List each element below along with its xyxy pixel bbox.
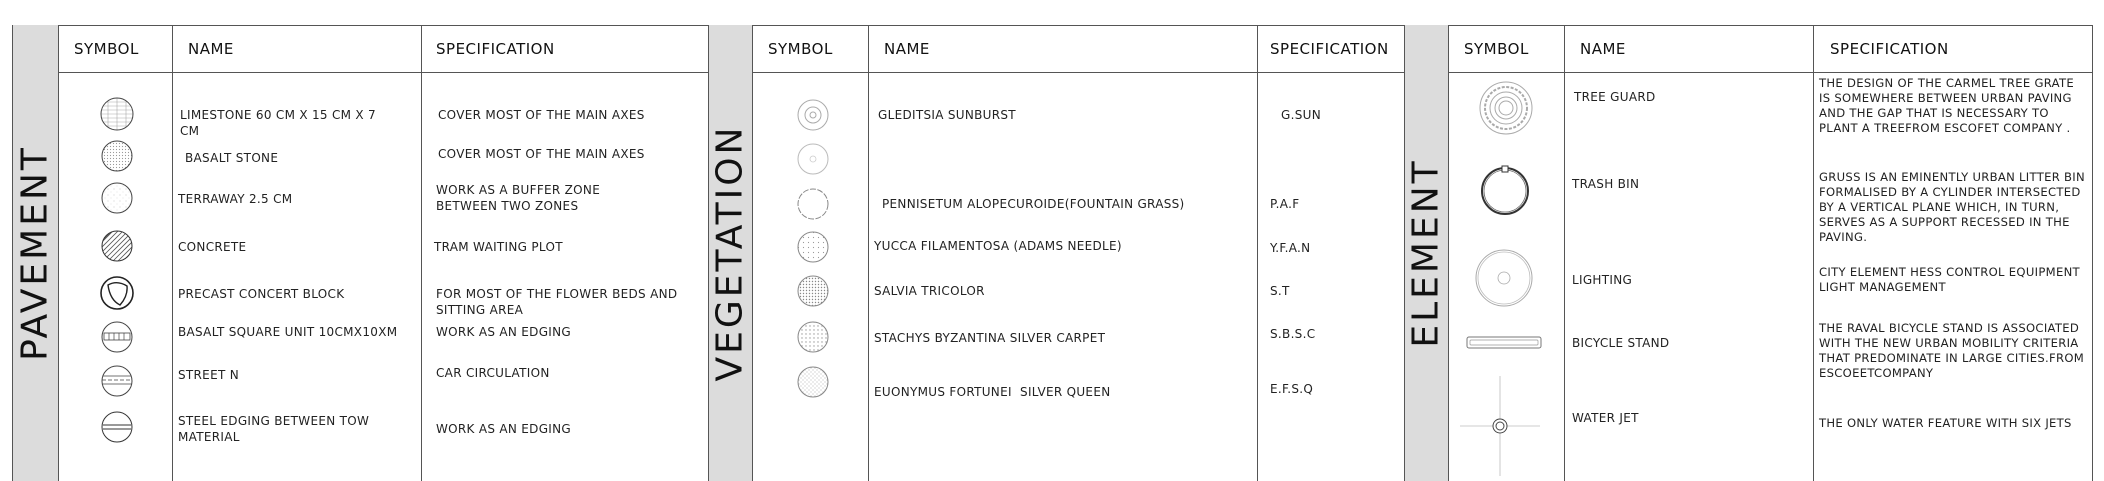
diagonal-hatch-circle-icon [100,229,134,263]
table-row-name: BASALT STONE [185,151,279,165]
table-row-name: TRASH BIN [1572,177,1640,191]
element-header-divider [1448,72,2092,73]
divider [421,25,422,481]
table-row-spec: TRAM WAITING PLOT [434,240,563,254]
divider [708,25,709,481]
hatched-circle-icon [99,96,135,132]
sparse-dot-circle-icon [796,230,830,264]
vegetation-header-divider [752,72,1404,73]
table-row-spec: G.SUN [1281,108,1321,122]
element-title: ELEMENT [1405,158,1447,348]
table-row-name: PRECAST CONCERT BLOCK [178,287,345,301]
vegetation-side-label [708,25,752,481]
vegetation-spec-header: SPECIFICATION [1270,40,1389,58]
table-row-name: YUCCA FILAMENTOSA (ADAMS NEEDLE) [874,239,1122,253]
divider [752,25,753,481]
table-row-spec: THE RAVAL BICYCLE STAND IS ASSOCIATED WITH THE NEW URBAN MOBILITY CRITERIA THAT PREDOMINATE IN LARGE CITIES.FROM ESCOEETCOMPANY [1819,321,2085,380]
table-row-name: STREET N [178,368,239,382]
pavement-header-divider [58,72,708,73]
dense-dot-circle-icon [796,274,830,308]
table-row-spec: S.T [1270,284,1290,298]
table-row-name: LIMESTONE 60 CM X 15 CM X 7 CM [180,108,376,138]
element-side-label [1404,25,1448,481]
table-row-name: TREE GUARD [1574,90,1656,104]
divider [1813,25,1814,481]
pavement-spec-header: SPECIFICATION [436,40,555,58]
table-row-spec: COVER MOST OF THE MAIN AXES [438,108,645,122]
trash-bin-icon [1478,164,1532,218]
divider [1404,25,1405,481]
divider [12,25,13,481]
element-spec-header: SPECIFICATION [1830,40,1949,58]
light-circle-icon [796,142,830,176]
table-row-spec: COVER MOST OF THE MAIN AXES [438,147,645,161]
table-row-name: EUONYMUS FORTUNEI SILVER QUEEN [874,385,1111,399]
water-jet-icon [1460,376,1540,476]
lines-circle-icon [100,364,134,398]
table-row-name: BICYCLE STAND [1572,336,1670,350]
table-row-spec: GRUSS IS AN EMINENTLY URBAN LITTER BIN FORMALISED BY A CYLINDER INTERSECTED BY A VERTICAL PLANE WHICH, IN TURN, SERVES AS A SUPPORT RECESSED IN THE PAVING. [1819,170,2086,244]
table-row-name: LIGHTING [1572,273,1633,287]
table-row-spec: Y.F.A.N [1270,241,1311,255]
table-row-name: WATER JET [1572,411,1639,425]
table-row-spec: THE DESIGN OF THE CARMEL TREE GRATE IS SOMEWHERE BETWEEN URBAN PAVING AND THE GAP THAT IS NECESSARY TO PLANT A TREEFROM ESCOFET COMPANY . [1819,76,2075,135]
table-row-spec: S.B.S.C [1270,327,1316,341]
pavement-side-label [12,25,58,481]
divider [1564,25,1565,481]
pavement-title: PAVEMENT [14,145,56,361]
lighting-icon [1474,248,1534,308]
element-symbol-header: SYMBOL [1464,40,1529,58]
divider [2092,25,2093,481]
table-top-border [12,25,2092,26]
table-row-name: GLEDITSIA SUNBURST [878,108,1016,122]
pavement-symbol-header: SYMBOL [74,40,139,58]
table-row-spec: WORK AS AN EDGING [436,422,572,436]
dot-circle-icon [796,320,830,354]
divider [868,25,869,481]
divider [1257,25,1258,481]
divider [172,25,173,481]
grid-circle-icon [100,320,134,354]
bicycle-stand-icon [1466,334,1542,352]
table-row-spec: CITY ELEMENT HESS CONTROL EQUIPMENT LIGHT MANAGEMENT [1819,265,2080,294]
table-row-name: PENNISETUM ALOPECUROIDE(FOUNTAIN GRASS) [882,197,1185,211]
table-row-spec: WORK AS A BUFFER ZONE BETWEEN TWO ZONES [436,183,601,213]
vegetation-title: VEGETATION [709,124,751,382]
stippled-circle-icon [100,181,134,215]
fine-dot-circle-icon [796,365,830,399]
dotted-circle-icon [100,139,134,173]
table-row-name: SALVIA TRICOLOR [874,284,985,298]
divider [58,25,59,481]
table-row-spec: P.A.F [1270,197,1300,211]
table-row-name: STEEL EDGING BETWEEN TOW MATERIAL [178,414,370,444]
triangle-circle-icon [98,274,136,312]
tree-guard-icon [1476,80,1536,136]
divider [1448,25,1449,481]
table-row-name: CONCRETE [178,240,247,254]
dashed-circle-icon [796,187,830,221]
vegetation-symbol-header: SYMBOL [768,40,833,58]
band-circle-icon [100,410,134,444]
table-row-spec: E.F.S.Q [1270,382,1314,396]
table-row-spec: FOR MOST OF THE FLOWER BEDS AND SITTING AREA [436,287,678,317]
table-row-name: BASALT SQUARE UNIT 10CMX10XM [178,325,398,339]
table-row-spec: CAR CIRCULATION [436,366,550,380]
table-row-spec: THE ONLY WATER FEATURE WITH SIX JETS [1819,416,2072,430]
pavement-name-header: NAME [188,40,234,58]
vegetation-name-header: NAME [884,40,930,58]
element-name-header: NAME [1580,40,1626,58]
table-row-name: STACHYS BYZANTINA SILVER CARPET [874,331,1106,345]
table-row-name: TERRAWAY 2.5 CM [178,192,293,206]
table-row-spec: WORK AS AN EDGING [436,325,572,339]
concentric-circle-icon [796,98,830,132]
